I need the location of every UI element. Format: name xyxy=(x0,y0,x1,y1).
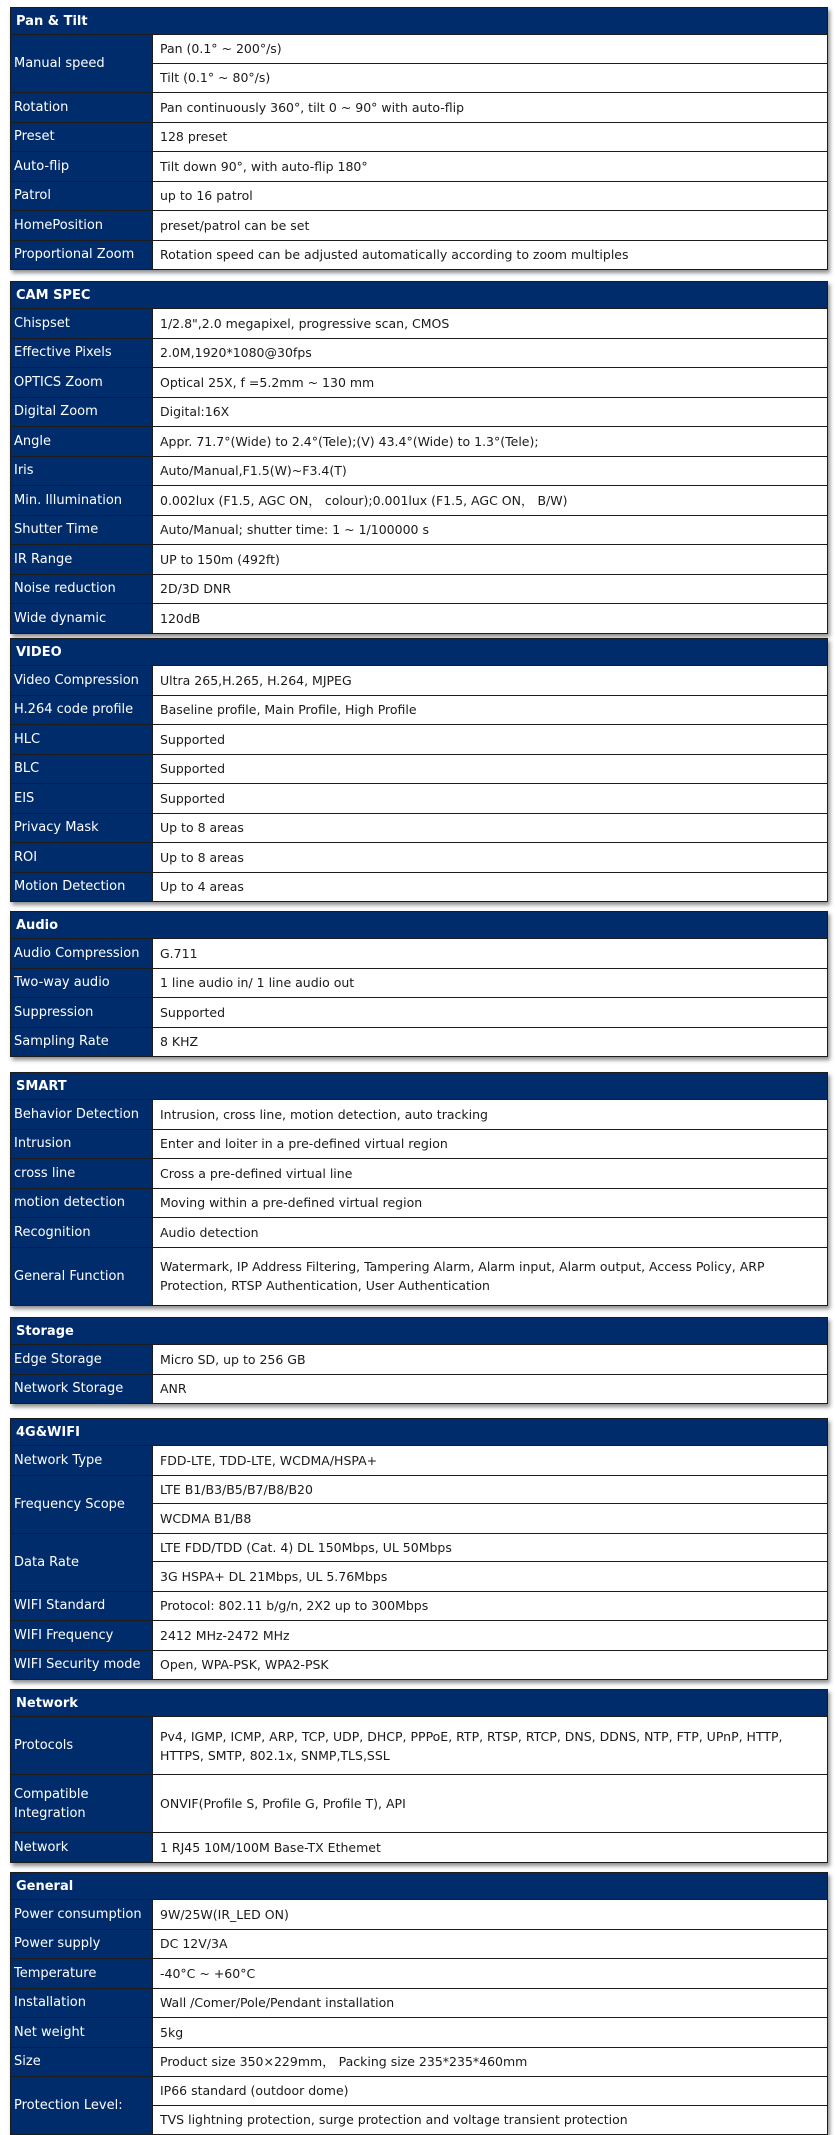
spec-label: BLC xyxy=(11,755,153,784)
spec-row xyxy=(11,93,827,123)
spec-row xyxy=(11,725,827,755)
section-header: 4G&WIFI xyxy=(11,1419,827,1446)
spec-row xyxy=(11,604,827,633)
spec-value: Pv4, IGMP, ICMP, ARP, TCP, UDP, DHCP, PPPoE, RTP, RTSP, RTCP, DNS, DDNS, NTP, FTP, UPnP, HTTP, HTTPS, SMTP, 802.1x, SNMP,TLS,SSL xyxy=(160,1728,783,1763)
spec-value: Pan continuously 360°, tilt 0 ~ 90° with auto-flip xyxy=(160,99,465,115)
spec-label: OPTICS Zoom xyxy=(11,368,153,397)
spec-value: ANR xyxy=(160,1381,187,1397)
spec-value: Baseline profile, Main Profile, High Profile xyxy=(160,702,417,718)
spec-label: Two-way audio xyxy=(11,969,153,998)
spec-row xyxy=(11,1930,827,1960)
spec-value: Pan (0.1° ~ 200°/s) xyxy=(153,35,827,64)
spec-row xyxy=(11,457,827,487)
spec-value: Watermark, IP Address Filtering, Tampering Alarm, Alarm input, Alarm output, Access Policy, ARP Protection, RTSP Authentication, User Authentication xyxy=(160,1259,765,1293)
spec-label: Protocols xyxy=(11,1717,153,1774)
spec-value: DC 12V/3A xyxy=(160,1936,228,1952)
spec-label: WIFI Standard xyxy=(11,1592,153,1621)
spec-table-pan-tilt xyxy=(10,7,828,270)
spec-table-cam-spec xyxy=(10,281,828,634)
spec-values xyxy=(153,1028,827,1057)
spec-values xyxy=(153,398,827,427)
spec-value: 1 line audio in/ 1 line audio out xyxy=(160,975,355,991)
spec-label: Proportional Zoom xyxy=(11,241,153,270)
spec-values xyxy=(153,368,827,397)
spec-label: cross line xyxy=(11,1159,153,1188)
spec-value: -40°C ~ +60°C xyxy=(160,1965,256,1981)
spec-values xyxy=(153,814,827,843)
spec-label: H.264 code profile xyxy=(11,696,153,725)
spec-label: Min. Illumination xyxy=(11,486,153,515)
spec-label: Recognition xyxy=(11,1218,153,1247)
spec-row xyxy=(11,1833,827,1862)
section-header: Pan & Tilt xyxy=(11,8,827,35)
spec-row xyxy=(11,784,827,814)
spec-table-general xyxy=(10,1872,828,2135)
spec-value: LTE B1/B3/B5/B7/B8/B20 xyxy=(153,1476,827,1505)
spec-values xyxy=(153,2018,827,2047)
spec-values xyxy=(153,1833,827,1862)
spec-values xyxy=(153,182,827,211)
spec-row xyxy=(11,939,827,969)
spec-value: 8 KHZ xyxy=(160,1034,199,1050)
section-header: Network xyxy=(11,1690,827,1717)
spec-values xyxy=(153,725,827,754)
spec-value: Up to 8 areas xyxy=(160,820,244,836)
spec-values xyxy=(153,152,827,181)
spec-values xyxy=(153,1248,827,1305)
spec-table-audio xyxy=(10,911,828,1057)
section-header: CAM SPEC xyxy=(11,282,827,309)
section-header: General xyxy=(11,1873,827,1900)
spec-values xyxy=(153,575,827,604)
spec-values xyxy=(153,998,827,1027)
spec-label: HLC xyxy=(11,725,153,754)
spec-label: Installation xyxy=(11,1989,153,2018)
spec-row xyxy=(11,998,827,1028)
spec-label: Edge Storage xyxy=(11,1345,153,1374)
spec-row xyxy=(11,1028,827,1057)
spec-value: Moving within a pre-defined virtual region xyxy=(160,1195,423,1211)
spec-row xyxy=(11,1775,827,1833)
spec-value: Tilt (0.1° ~ 80°/s) xyxy=(160,70,271,86)
spec-label: Temperature xyxy=(11,1959,153,1988)
spec-value: 5kg xyxy=(160,2024,184,2040)
spec-value: FDD-LTE, TDD-LTE, WCDMA/HSPA+ xyxy=(160,1452,378,1468)
spec-row xyxy=(11,486,827,516)
spec-label: Sampling Rate xyxy=(11,1028,153,1057)
spec-value: Micro SD, up to 256 GB xyxy=(160,1351,306,1367)
spec-label: Power consumption xyxy=(11,1900,153,1929)
spec-value: 1/2.8",2.0 megapixel, progressive scan, CMOS xyxy=(160,315,450,331)
spec-values xyxy=(153,486,827,515)
spec-values xyxy=(153,545,827,574)
spec-row xyxy=(11,2048,827,2078)
spec-row xyxy=(11,1159,827,1189)
spec-values xyxy=(153,1159,827,1188)
spec-label: Network Type xyxy=(11,1446,153,1475)
spec-row xyxy=(11,1345,827,1375)
spec-row xyxy=(11,843,827,873)
spec-values xyxy=(153,1446,827,1475)
spec-values xyxy=(153,696,827,725)
spec-values xyxy=(153,1592,827,1621)
spec-row xyxy=(11,969,827,999)
spec-values xyxy=(153,457,827,486)
spec-table-video xyxy=(10,638,828,902)
spec-row xyxy=(11,1534,827,1592)
spec-value: Up to 8 areas xyxy=(160,849,244,865)
spec-value: Tilt down 90°, with auto-flip 180° xyxy=(160,158,368,174)
spec-values xyxy=(153,604,827,633)
spec-values xyxy=(153,1218,827,1247)
spec-value: Auto/Manual; shutter time: 1 ~ 1/100000 s xyxy=(160,522,429,538)
spec-label: EIS xyxy=(11,784,153,813)
spec-label: WIFI Security mode xyxy=(11,1651,153,1680)
spec-value: Enter and loiter in a pre-defined virtual region xyxy=(160,1136,448,1152)
spec-value: WCDMA B1/B8 xyxy=(160,1510,252,1526)
spec-values xyxy=(153,666,827,695)
spec-values xyxy=(153,1375,827,1404)
spec-table-network xyxy=(10,1689,828,1863)
spec-value: Up to 4 areas xyxy=(160,879,244,895)
spec-values xyxy=(153,427,827,456)
spec-row xyxy=(11,1189,827,1219)
spec-label: Shutter Time xyxy=(11,516,153,545)
spec-row xyxy=(11,575,827,605)
section-header: SMART xyxy=(11,1073,827,1100)
spec-row xyxy=(11,2077,827,2134)
spec-row xyxy=(11,35,827,93)
spec-label: HomePosition xyxy=(11,211,153,240)
spec-values xyxy=(153,873,827,902)
spec-label: Behavior Detection xyxy=(11,1100,153,1129)
spec-row xyxy=(11,755,827,785)
spec-values xyxy=(153,1345,827,1374)
spec-label: Effective Pixels xyxy=(11,339,153,368)
spec-value: G.711 xyxy=(160,945,198,961)
spec-label: Rotation xyxy=(11,93,153,122)
spec-value: Ultra 265,H.265, H.264, MJPEG xyxy=(160,672,352,688)
spec-label: Data Rate xyxy=(11,1534,153,1591)
spec-value: Supported xyxy=(160,761,226,777)
spec-value: UP to 150m (492ft) xyxy=(160,551,280,567)
spec-row xyxy=(11,182,827,212)
spec-row xyxy=(11,1100,827,1130)
spec-row xyxy=(11,398,827,428)
spec-row xyxy=(11,666,827,696)
spec-row xyxy=(11,1900,827,1930)
spec-row xyxy=(11,123,827,153)
spec-row xyxy=(11,1621,827,1651)
spec-label: Power supply xyxy=(11,1930,153,1959)
spec-value: preset/patrol can be set xyxy=(160,217,310,233)
spec-value: Audio detection xyxy=(160,1224,259,1240)
spec-label: Iris xyxy=(11,457,153,486)
spec-values xyxy=(153,1100,827,1129)
spec-values xyxy=(153,1651,827,1680)
spec-label: Audio Compression xyxy=(11,939,153,968)
spec-values xyxy=(153,1775,827,1832)
spec-row xyxy=(11,339,827,369)
spec-row xyxy=(11,1446,827,1476)
section-header: VIDEO xyxy=(11,639,827,666)
spec-value: Digital:16X xyxy=(160,404,230,420)
spec-row xyxy=(11,427,827,457)
spec-row xyxy=(11,1592,827,1622)
spec-value: Supported xyxy=(160,790,226,806)
spec-values xyxy=(153,969,827,998)
spec-label: WIFI Frequency xyxy=(11,1621,153,1650)
spec-values xyxy=(153,1476,827,1533)
spec-value: ONVIF(Profile S, Profile G, Profile T), API xyxy=(160,1796,406,1811)
spec-value: Product size 350×229mm， Packing size 235*235*460mm xyxy=(160,2054,528,2070)
spec-label: motion detection xyxy=(11,1189,153,1218)
spec-label: Protection Level: xyxy=(11,2077,153,2134)
spec-row xyxy=(11,1375,827,1404)
spec-values xyxy=(153,2048,827,2077)
spec-value: Protocol: 802.11 b/g/n, 2X2 up to 300Mbps xyxy=(160,1598,429,1614)
spec-values xyxy=(153,1534,827,1591)
spec-values xyxy=(153,2077,827,2134)
spec-row xyxy=(11,211,827,241)
spec-value: 2D/3D DNR xyxy=(160,581,232,597)
spec-values xyxy=(153,1900,827,1929)
spec-values xyxy=(153,1930,827,1959)
spec-row xyxy=(11,2018,827,2048)
spec-row xyxy=(11,309,827,339)
spec-label: Video Compression xyxy=(11,666,153,695)
spec-row xyxy=(11,1959,827,1989)
spec-label: ROI xyxy=(11,843,153,872)
spec-row xyxy=(11,1130,827,1160)
spec-row xyxy=(11,516,827,546)
spec-value: 3G HSPA+ DL 21Mbps, UL 5.76Mbps xyxy=(160,1568,388,1584)
spec-row xyxy=(11,241,827,270)
spec-value: 2412 MHz-2472 MHz xyxy=(160,1627,290,1643)
spec-label: Digital Zoom xyxy=(11,398,153,427)
spec-label: General Function xyxy=(11,1248,153,1305)
spec-values xyxy=(153,1189,827,1218)
spec-values xyxy=(153,939,827,968)
spec-value: Supported xyxy=(160,1004,226,1020)
spec-label: Angle xyxy=(11,427,153,456)
spec-value: Supported xyxy=(160,731,226,747)
spec-row xyxy=(11,1717,827,1775)
spec-row xyxy=(11,814,827,844)
spec-values xyxy=(153,1621,827,1650)
spec-row xyxy=(11,696,827,726)
spec-value: Appr. 71.7°(Wide) to 2.4°(Tele);(V) 43.4°(Wide) to 1.3°(Tele); xyxy=(160,433,539,449)
spec-values xyxy=(153,516,827,545)
spec-value: Rotation speed can be adjusted automatically according to zoom multiples xyxy=(160,247,629,263)
spec-value: 1 RJ45 10M/100M Base-TX Ethemet xyxy=(160,1839,381,1855)
spec-label: Motion Detection xyxy=(11,873,153,902)
spec-values xyxy=(153,211,827,240)
spec-label: Privacy Mask xyxy=(11,814,153,843)
spec-value: IP66 standard (outdoor dome) xyxy=(153,2077,827,2106)
spec-label: Frequency Scope xyxy=(11,1476,153,1533)
spec-values xyxy=(153,123,827,152)
spec-value: 120dB xyxy=(160,610,201,626)
spec-row xyxy=(11,1476,827,1534)
spec-values xyxy=(153,1717,827,1774)
spec-values xyxy=(153,755,827,784)
spec-values xyxy=(153,35,827,92)
spec-values xyxy=(153,1130,827,1159)
spec-label: Chispset xyxy=(11,309,153,338)
spec-label: Compatible Integration xyxy=(11,1775,153,1832)
spec-values xyxy=(153,309,827,338)
spec-value: Wall /Comer/Pole/Pendant installation xyxy=(160,1995,395,2011)
spec-table-4g-wifi xyxy=(10,1418,828,1680)
spec-label: Manual speed xyxy=(11,35,153,92)
spec-label: Network xyxy=(11,1833,153,1862)
spec-value: Open, WPA-PSK, WPA2-PSK xyxy=(160,1657,329,1673)
spec-label: Network Storage xyxy=(11,1375,153,1404)
spec-value: 0.002lux (F1.5, AGC ON， colour);0.001lux (F1.5, AGC ON， B/W) xyxy=(160,492,568,508)
spec-row xyxy=(11,368,827,398)
spec-value: Optical 25X, f =5.2mm ~ 130 mm xyxy=(160,374,375,390)
spec-values xyxy=(153,93,827,122)
spec-label: Intrusion xyxy=(11,1130,153,1159)
spec-label: IR Range xyxy=(11,545,153,574)
spec-value: TVS lightning protection, surge protection and voltage transient protection xyxy=(160,2112,628,2128)
spec-value: 128 preset xyxy=(160,129,228,145)
spec-values xyxy=(153,241,827,270)
spec-row xyxy=(11,1651,827,1680)
section-header: Storage xyxy=(11,1318,827,1345)
spec-label: Wide dynamic xyxy=(11,604,153,633)
spec-values xyxy=(153,1989,827,2018)
spec-row xyxy=(11,152,827,182)
spec-value: Auto/Manual,F1.5(W)~F3.4(T) xyxy=(160,463,347,479)
spec-label: Size xyxy=(11,2048,153,2077)
spec-label: Preset xyxy=(11,123,153,152)
spec-label: Net weight xyxy=(11,2018,153,2047)
spec-row xyxy=(11,1248,827,1305)
spec-value: up to 16 patrol xyxy=(160,188,253,204)
spec-table-smart xyxy=(10,1072,828,1306)
spec-value: Cross a pre-defined virtual line xyxy=(160,1165,353,1181)
spec-values xyxy=(153,1959,827,1988)
spec-row xyxy=(11,1218,827,1248)
spec-value: 2.0M,1920*1080@30fps xyxy=(160,345,312,361)
spec-row xyxy=(11,873,827,902)
spec-values xyxy=(153,339,827,368)
spec-row xyxy=(11,1989,827,2019)
spec-value: LTE FDD/TDD (Cat. 4) DL 150Mbps, UL 50Mbps xyxy=(153,1534,827,1563)
spec-values xyxy=(153,843,827,872)
spec-row xyxy=(11,545,827,575)
spec-label: Noise reduction xyxy=(11,575,153,604)
section-header: Audio xyxy=(11,912,827,939)
spec-label: Auto-flip xyxy=(11,152,153,181)
spec-value: Intrusion, cross line, motion detection, auto tracking xyxy=(160,1106,488,1122)
spec-table-storage xyxy=(10,1317,828,1404)
spec-values xyxy=(153,784,827,813)
spec-label: Suppression xyxy=(11,998,153,1027)
spec-value: 9W/25W(IR_LED ON) xyxy=(160,1906,289,1922)
spec-label: Patrol xyxy=(11,182,153,211)
